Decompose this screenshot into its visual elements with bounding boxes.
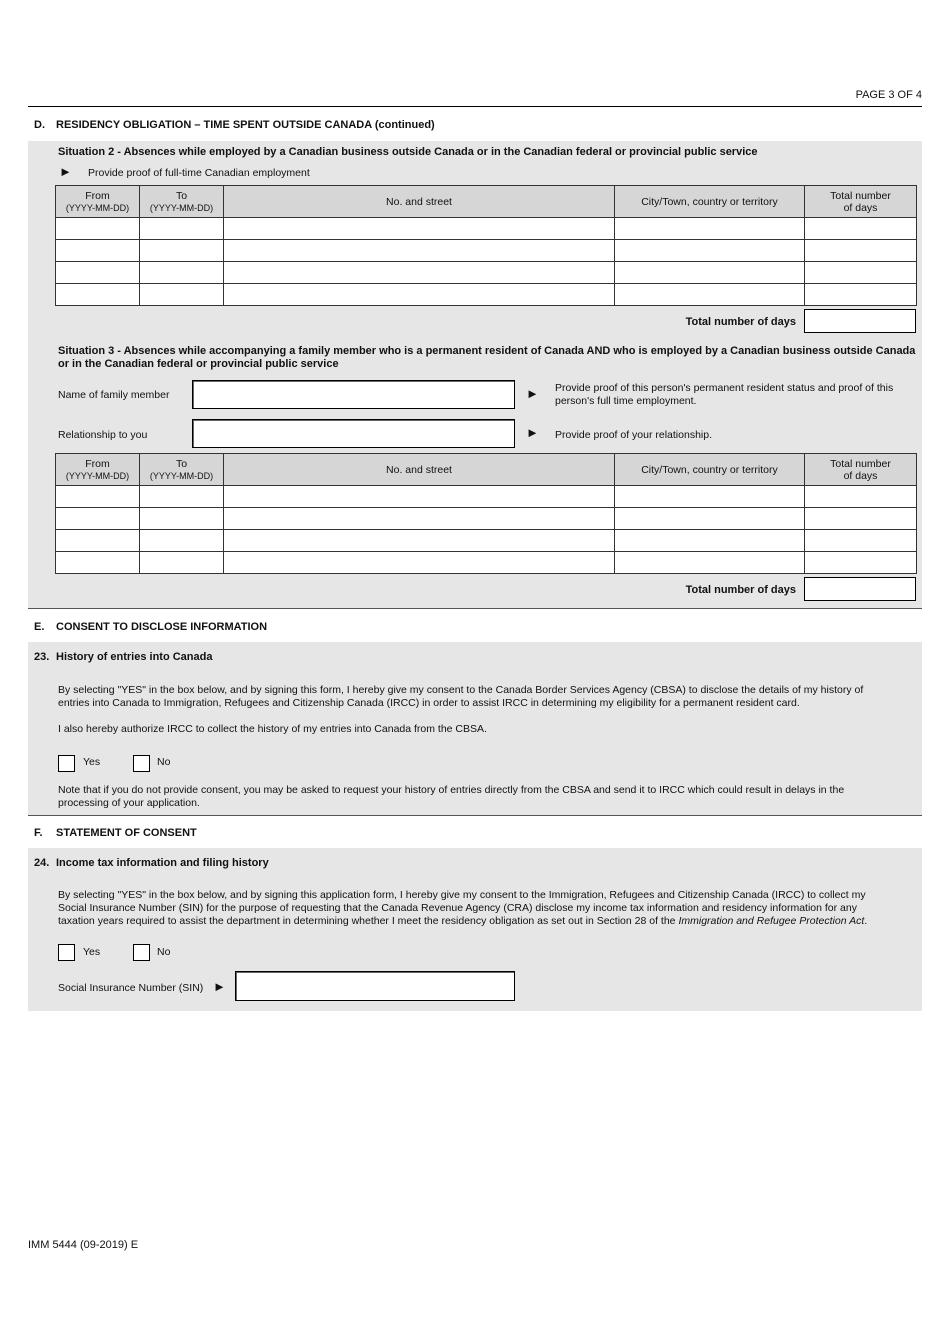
section-f-heading bbox=[34, 827, 197, 839]
family-member-proof-note bbox=[555, 382, 915, 408]
table-row bbox=[56, 262, 917, 284]
arrow-right-icon: ► bbox=[59, 164, 72, 179]
col-from bbox=[56, 454, 140, 486]
to-cell[interactable] bbox=[140, 284, 224, 306]
situation3-table bbox=[55, 453, 917, 574]
days-cell[interactable] bbox=[805, 486, 917, 508]
relationship-label: Relationship to you bbox=[58, 429, 148, 441]
family-member-proof-line2: person's full time employment. bbox=[555, 395, 697, 407]
from-cell[interactable] bbox=[56, 530, 140, 552]
question-23-paragraph bbox=[58, 684, 918, 710]
question-23-note-line1: Note that if you do not provide consent, you may be asked to request your history of entries directly from the CBSA and send it to IRCC which could result in delays in the bbox=[58, 784, 845, 796]
from-cell[interactable] bbox=[56, 218, 140, 240]
city-cell[interactable] bbox=[615, 508, 805, 530]
days-cell[interactable] bbox=[805, 552, 917, 574]
city-cell[interactable] bbox=[615, 486, 805, 508]
to-cell[interactable] bbox=[140, 218, 224, 240]
days-cell[interactable] bbox=[805, 508, 917, 530]
situation2-note: Provide proof of full-time Canadian employment bbox=[88, 167, 310, 179]
entries-consent-no-label: No bbox=[157, 756, 171, 768]
city-cell[interactable] bbox=[615, 530, 805, 552]
page-number: PAGE 3 OF 4 bbox=[855, 89, 922, 101]
col-city: City/Town, country or territory bbox=[615, 454, 805, 486]
form-code: IMM 5444 (09-2019) E bbox=[28, 1239, 139, 1251]
para-period: . bbox=[864, 915, 868, 927]
family-member-name-input[interactable] bbox=[192, 380, 515, 409]
question-24-title: Income tax information and filing history bbox=[56, 857, 269, 869]
from-cell[interactable] bbox=[56, 508, 140, 530]
arrow-right-icon: ► bbox=[526, 425, 539, 440]
table-row bbox=[56, 508, 917, 530]
col-street: No. and street bbox=[224, 186, 615, 218]
from-cell[interactable] bbox=[56, 262, 140, 284]
entries-consent-yes-checkbox[interactable] bbox=[58, 755, 75, 772]
days-cell[interactable] bbox=[805, 530, 917, 552]
question-23-para-line1: By selecting "YES" in the box below, and by signing this form, I hereby give my consent to the Canada Border Services Agency (CBSA) to disclose the details of my history of bbox=[58, 684, 864, 696]
question-24-paragraph bbox=[58, 889, 920, 928]
col-total bbox=[805, 186, 917, 218]
situation3-title-line2: or in the Canadian federal or provincial public service bbox=[58, 358, 339, 370]
table-row bbox=[56, 530, 917, 552]
tax-consent-no-checkbox[interactable] bbox=[133, 944, 150, 961]
question-23-title: History of entries into Canada bbox=[56, 651, 213, 663]
act-name: Immigration and Refugee Protection Act bbox=[678, 915, 865, 927]
street-cell[interactable] bbox=[224, 530, 615, 552]
question-23-authorize: I also hereby authorize IRCC to collect the history of my entries into Canada from the CBSA. bbox=[58, 723, 487, 735]
arrow-right-icon: ► bbox=[526, 386, 539, 401]
family-member-name-label: Name of family member bbox=[58, 389, 170, 401]
days-cell[interactable] bbox=[805, 218, 917, 240]
tax-consent-no-label: No bbox=[157, 946, 171, 958]
street-cell[interactable] bbox=[224, 218, 615, 240]
col-total-line2: of days bbox=[843, 469, 878, 482]
table-row bbox=[56, 486, 917, 508]
situation3-title bbox=[58, 345, 918, 371]
days-cell[interactable] bbox=[805, 262, 917, 284]
family-member-proof-line1: Provide proof of this person's permanent resident status and proof of this bbox=[555, 382, 894, 394]
city-cell[interactable] bbox=[615, 240, 805, 262]
from-cell[interactable] bbox=[56, 284, 140, 306]
relationship-proof-note: Provide proof of your relationship. bbox=[555, 429, 713, 441]
section-divider bbox=[28, 608, 922, 609]
col-total-line1: Total number bbox=[830, 457, 891, 470]
city-cell[interactable] bbox=[615, 218, 805, 240]
table-header-row bbox=[56, 454, 917, 486]
city-cell[interactable] bbox=[615, 552, 805, 574]
to-cell[interactable] bbox=[140, 486, 224, 508]
col-city: City/Town, country or territory bbox=[615, 186, 805, 218]
top-divider bbox=[28, 106, 922, 107]
question-23-para-line2: entries into Canada to Immigration, Refugees and Citizenship Canada (IRCC) in order to assist IRCC in determining my eligibility for a permanent resident card. bbox=[58, 697, 800, 709]
to-cell[interactable] bbox=[140, 530, 224, 552]
city-cell[interactable] bbox=[615, 284, 805, 306]
question-23-note bbox=[58, 784, 918, 810]
entries-consent-yes-label: Yes bbox=[83, 756, 101, 768]
section-f-title: STATEMENT OF CONSENT bbox=[56, 827, 197, 839]
col-from bbox=[56, 186, 140, 218]
col-from-format: (YYYY-MM-DD) bbox=[65, 470, 130, 481]
situation2-title: Situation 2 - Absences while employed by a Canadian business outside Canada or in the Canadian federal or provincial public service bbox=[58, 146, 758, 158]
col-total-line2: of days bbox=[843, 201, 878, 214]
question-23-heading bbox=[34, 651, 212, 663]
col-to-format: (YYYY-MM-DD) bbox=[149, 470, 214, 481]
col-from-format: (YYYY-MM-DD) bbox=[65, 202, 130, 213]
street-cell[interactable] bbox=[224, 552, 615, 574]
section-d-title: RESIDENCY OBLIGATION – TIME SPENT OUTSIDE CANADA (continued) bbox=[56, 119, 435, 131]
sin-input[interactable] bbox=[235, 971, 515, 1001]
to-cell[interactable] bbox=[140, 552, 224, 574]
question-23-number: 23. bbox=[34, 651, 50, 663]
days-cell[interactable] bbox=[805, 240, 917, 262]
city-cell[interactable] bbox=[615, 262, 805, 284]
question-24-para-line3: taxation years required to assist the department in determining whether I meet the residency obligation as set out in Section 28 of the bbox=[58, 915, 676, 927]
to-cell[interactable] bbox=[140, 262, 224, 284]
street-cell[interactable] bbox=[224, 284, 615, 306]
col-to bbox=[140, 454, 224, 486]
table-row bbox=[56, 218, 917, 240]
street-cell[interactable] bbox=[224, 240, 615, 262]
relationship-input[interactable] bbox=[192, 419, 515, 448]
col-to-label: To bbox=[175, 457, 188, 470]
street-cell[interactable] bbox=[224, 508, 615, 530]
col-street: No. and street bbox=[224, 454, 615, 486]
col-from-label: From bbox=[85, 189, 110, 202]
section-e-heading bbox=[34, 621, 267, 633]
section-d-letter: D. bbox=[34, 119, 45, 131]
col-total-line1: Total number bbox=[830, 189, 891, 202]
from-cell[interactable] bbox=[56, 486, 140, 508]
situation3-title-line1: Situation 3 - Absences while accompanying a family member who is a permanent resident of Canada AND who is employed by a Canadian business outside Canada bbox=[58, 345, 916, 357]
col-from-label: From bbox=[85, 457, 110, 470]
street-cell[interactable] bbox=[224, 262, 615, 284]
situation3-total-input[interactable] bbox=[804, 577, 916, 601]
section-f-letter: F. bbox=[34, 827, 43, 839]
table-row bbox=[56, 240, 917, 262]
arrow-right-icon: ► bbox=[213, 979, 226, 994]
tax-consent-yes-checkbox[interactable] bbox=[58, 944, 75, 961]
to-cell[interactable] bbox=[140, 240, 224, 262]
col-to-label: To bbox=[175, 189, 188, 202]
col-to-format: (YYYY-MM-DD) bbox=[149, 202, 214, 213]
situation2-total-label: Total number of days bbox=[685, 316, 796, 328]
from-cell[interactable] bbox=[56, 552, 140, 574]
section-e-letter: E. bbox=[34, 621, 45, 633]
section-divider bbox=[28, 815, 922, 816]
to-cell[interactable] bbox=[140, 508, 224, 530]
question-23-note-line2: processing of your application. bbox=[58, 797, 200, 809]
from-cell[interactable] bbox=[56, 240, 140, 262]
situation2-table bbox=[55, 185, 917, 306]
situation3-total-label: Total number of days bbox=[685, 584, 796, 596]
question-24-heading bbox=[34, 857, 269, 869]
days-cell[interactable] bbox=[805, 284, 917, 306]
question-24-para-line2: Social Insurance Number (SIN) for the purpose of requesting that the Canada Revenue Agency (CRA) disclose my income tax information and residency information for any bbox=[58, 902, 857, 914]
table-row bbox=[56, 552, 917, 574]
question-24-para-line1: By selecting "YES" in the box below, and by signing this application form, I hereby give my consent to the Immigration, Refugees and Citizenship Canada (IRCC) to collect my bbox=[58, 889, 866, 901]
sin-label: Social Insurance Number (SIN) bbox=[58, 982, 204, 994]
section-e-title: CONSENT TO DISCLOSE INFORMATION bbox=[56, 621, 268, 633]
section-d-heading bbox=[34, 119, 435, 131]
entries-consent-no-checkbox[interactable] bbox=[133, 755, 150, 772]
situation2-total-input[interactable] bbox=[804, 309, 916, 333]
tax-consent-yes-label: Yes bbox=[83, 946, 101, 958]
col-to bbox=[140, 186, 224, 218]
table-header-row bbox=[56, 186, 917, 218]
col-total bbox=[805, 454, 917, 486]
street-cell[interactable] bbox=[224, 486, 615, 508]
table-row bbox=[56, 284, 917, 306]
question-24-number: 24. bbox=[34, 857, 50, 869]
